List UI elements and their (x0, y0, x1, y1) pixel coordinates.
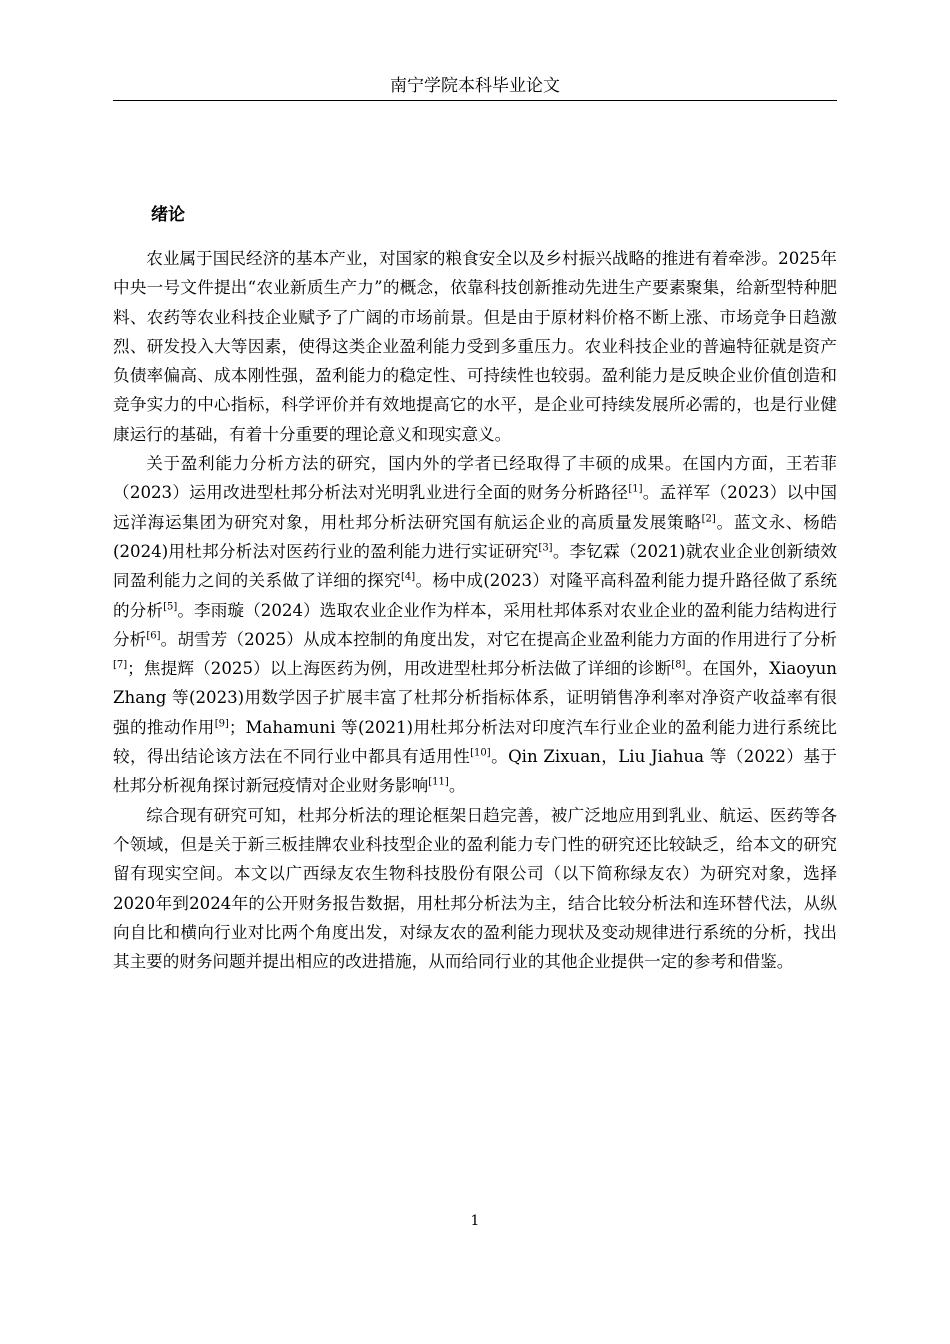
paragraph (113, 449, 837, 801)
citation-ref: [4] (401, 571, 416, 583)
paragraph (113, 244, 837, 449)
citation-ref: [5] (163, 601, 178, 613)
running-header: 南宁学院本科毕业论文 (390, 76, 560, 96)
citation-ref: [10] (470, 747, 491, 759)
text-run: 。 (448, 776, 466, 796)
text-run: 。李钇霖（2021)就农业企业创新绩效同盈利能力之间的关系做了详细的探究 (113, 541, 837, 591)
page-number: 1 (470, 1213, 480, 1229)
text-run: 。孟祥军（2023）以中国远洋海运集团为研究对象，用杜邦分析法研究国有航运企业的高质量发展策略 (113, 483, 837, 532)
text-run: 。蓝文永、杨皓(2024)用杜邦分析法对医药行业的盈利能力进行实证研究 (113, 512, 838, 561)
paragraph (113, 801, 837, 977)
text-run: ；焦提辉（2025）以上海医药为例，用改进型杜邦分析法做了详细的诊断 (127, 659, 672, 679)
text-run: 。Qin Zixuan，Liu Jiahua 等（2022）基于杜邦分析视角探讨新冠疫情对企业财务影响 (113, 747, 838, 796)
citation-ref: [8] (671, 659, 686, 671)
text-run: 。在国外，Xiaoyun Zhang 等(2023)用数学因子扩展丰富了杜邦分析指标体系，证明销售净利率对净资产收益率有很强的推动作用 (113, 659, 837, 737)
text-run: ；Mahamuni 等(2021)用杜邦分析法对印度汽车行业企业的盈利能力进行系统比较，得出结论该方法在不同行业中都具有适用性 (113, 717, 837, 767)
citation-ref: [6] (146, 630, 161, 642)
text-run: 。胡雪芳（2025）从成本控制的角度出发，对它在提高企业盈利能力方面的作用进行了分析 (160, 629, 837, 649)
text-run: 关于盈利能力分析方法的研究，国内外的学者已经取得了丰硕的成果。在国内方面，王若菲（2023）运用改进型杜邦分析法对光明乳业进行全面的财务分析路径 (113, 454, 837, 503)
text-run: 。杨中成(2023）对隆平高科盈利能力提升路径做了系统的分析 (113, 571, 838, 620)
citation-ref: [11] (428, 776, 449, 788)
citation-ref: [9] (214, 718, 229, 730)
citation-ref: [7] (113, 659, 128, 671)
section-heading: 绪论 (151, 205, 185, 225)
citation-ref: [1] (628, 483, 643, 495)
body-text (113, 244, 837, 976)
citation-ref: [3] (538, 542, 553, 554)
header-rule (113, 100, 837, 101)
text-run: 。李雨璇（2024）选取农业企业作为样本，采用杜邦体系对农业企业的盈利能力结构进行分析 (113, 600, 837, 649)
text-run: 农业属于国民经济的基本产业，对国家的粮食安全以及乡村振兴战略的推进有着牵涉。2025年中央一号文件提出“农业新质生产力”的概念，依靠科技创新推动先进生产要素聚集，给新型特种肥料、农药等农业科技企业赋予了广阔的市场前景。但是由于原材料价格不断上涨、市场竞争日趋激烈、研发投入大等因素，使得这类企业盈利能力受到多重压力。农业科技企业的普遍特征就是资产负债率偏高、成本刚性强，盈利能力的稳定性、可持续性也较弱。盈利能力是反映企业价值创造和竞争实力的中心指标，科学评价并有效地提高它的水平，是企业可持续发展所必需的，也是行业健康运行的基础，有着十分重要的理论意义和现实意义。 (113, 249, 837, 444)
citation-ref: [2] (701, 513, 716, 525)
text-run: 综合现有研究可知，杜邦分析法的理论框架日趋完善，被广泛地应用到乳业、航运、医药等各个领域，但是关于新三板挂牌农业科技型企业的盈利能力专门性的研究还比较缺乏，给本文的研究留有现实空间。本文以广西绿友农生物科技股份有限公司（以下简称绿友农）为研究对象，选择2020年到2024年的公开财务报告数据，用杜邦分析法为主，结合比较分析法和连环替代法，从纵向自比和横向行业对比两个角度出发，对绿友农的盈利能力现状及变动规律进行系统的分析，找出其主要的财务问题并提出相应的改进措施，从而给同行业的其他企业提供一定的参考和借鉴。 (113, 805, 837, 972)
